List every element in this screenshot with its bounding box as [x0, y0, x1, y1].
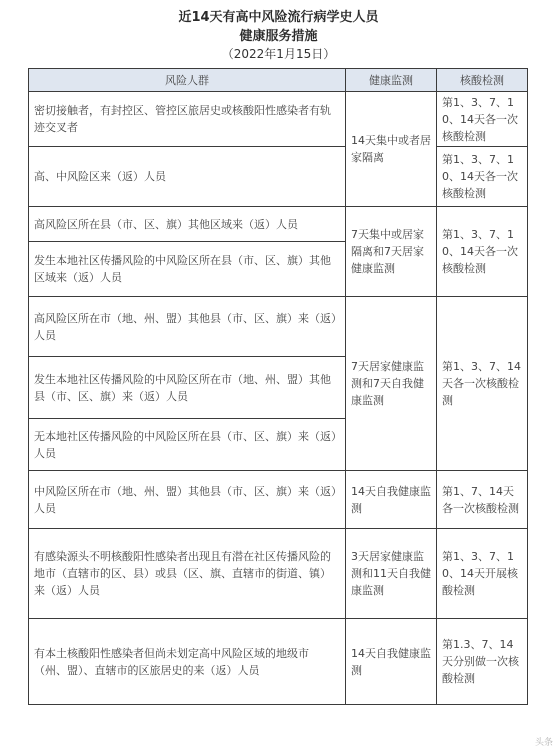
nucleic-test-cell: 第1、3、7、10、14天各一次核酸检测: [437, 147, 528, 207]
health-monitoring-cell: 14天集中或者居家隔离: [346, 92, 437, 207]
health-monitoring-cell: 14天自我健康监测: [346, 619, 437, 705]
nucleic-test-cell: 第1、3、7、10、14天各一次核酸检测: [437, 92, 528, 147]
health-monitoring-cell: 7天集中或居家隔离和7天居家健康监测: [346, 207, 437, 297]
risk-group-cell: 高风险区所在县（市、区、旗）其他区域来（返）人员: [29, 207, 346, 242]
risk-group-cell: 无本地社区传播风险的中风险区所在县（市、区、旗）来（返）人员: [29, 419, 346, 471]
table-header-row: [29, 69, 528, 92]
date-subtitle: （2022年1月15日）: [221, 47, 336, 61]
page-title-line2: 健康服务措施: [239, 29, 318, 44]
table-row: [29, 147, 528, 207]
table-row: [29, 471, 528, 529]
health-monitoring-cell: 14天自我健康监测: [346, 471, 437, 529]
nucleic-test-cell: 第1、3、7、10、14天开展核酸检测: [437, 529, 528, 619]
nucleic-test-cell: 第1.3、7、14天分别做一次核酸检测: [437, 619, 528, 705]
nucleic-test-cell: 第1、7、14天各一次核酸检测: [437, 471, 528, 529]
table-row: [29, 619, 528, 705]
risk-group-cell: 有本土核酸阳性感染者但尚未划定高中风险区域的地级市（州、盟）、直辖市的区旅居史的来（返）人员: [29, 619, 346, 705]
risk-group-cell: 发生本地社区传播风险的中风险区所在县（市、区、旗）其他区域来（返）人员: [29, 242, 346, 297]
page-title: 近14天有高中风险流行病学史人员: [178, 10, 379, 25]
risk-group-cell: 高风险区所在市（地、州、盟）其他县（市、区、旗）来（返）人员: [29, 297, 346, 357]
column-header-risk-group: 风险人群: [29, 69, 346, 92]
table-row: [29, 297, 528, 357]
column-header-nucleic-test: 核酸检测: [437, 69, 528, 92]
table-row: [29, 207, 528, 242]
nucleic-test-cell: 第1、3、7、14天各一次核酸检测: [437, 297, 528, 471]
risk-group-cell: 发生本地社区传播风险的中风险区所在市（地、州、盟）其他县（市、区、旗）来（返）人员: [29, 357, 346, 419]
health-monitoring-cell: 7天居家健康监测和7天自我健康监测: [346, 297, 437, 471]
title-block: [0, 8, 557, 63]
column-header-health-monitoring: 健康监测: [346, 69, 437, 92]
table-row: [29, 529, 528, 619]
table-row: [29, 92, 528, 147]
risk-group-cell: 有感染源头不明核酸阳性感染者出现且有潜在社区传播风险的地市（直辖市的区、县）或县（区、旗、直辖市的街道、镇）来（返）人员: [29, 529, 346, 619]
health-monitoring-cell: 3天居家健康监测和11天自我健康监测: [346, 529, 437, 619]
risk-group-cell: 高、中风险区来（返）人员: [29, 147, 346, 207]
watermark: 头条: [534, 738, 553, 748]
nucleic-test-cell: 第1、3、7、10、14天各一次核酸检测: [437, 207, 528, 297]
risk-group-cell: 中风险区所在市（地、州、盟）其他县（市、区、旗）来（返）人员: [29, 471, 346, 529]
risk-group-cell: 密切接触者，有封控区、管控区旅居史或核酸阳性感染者有轨迹交叉者: [29, 92, 346, 147]
health-measures-table: [28, 68, 528, 705]
